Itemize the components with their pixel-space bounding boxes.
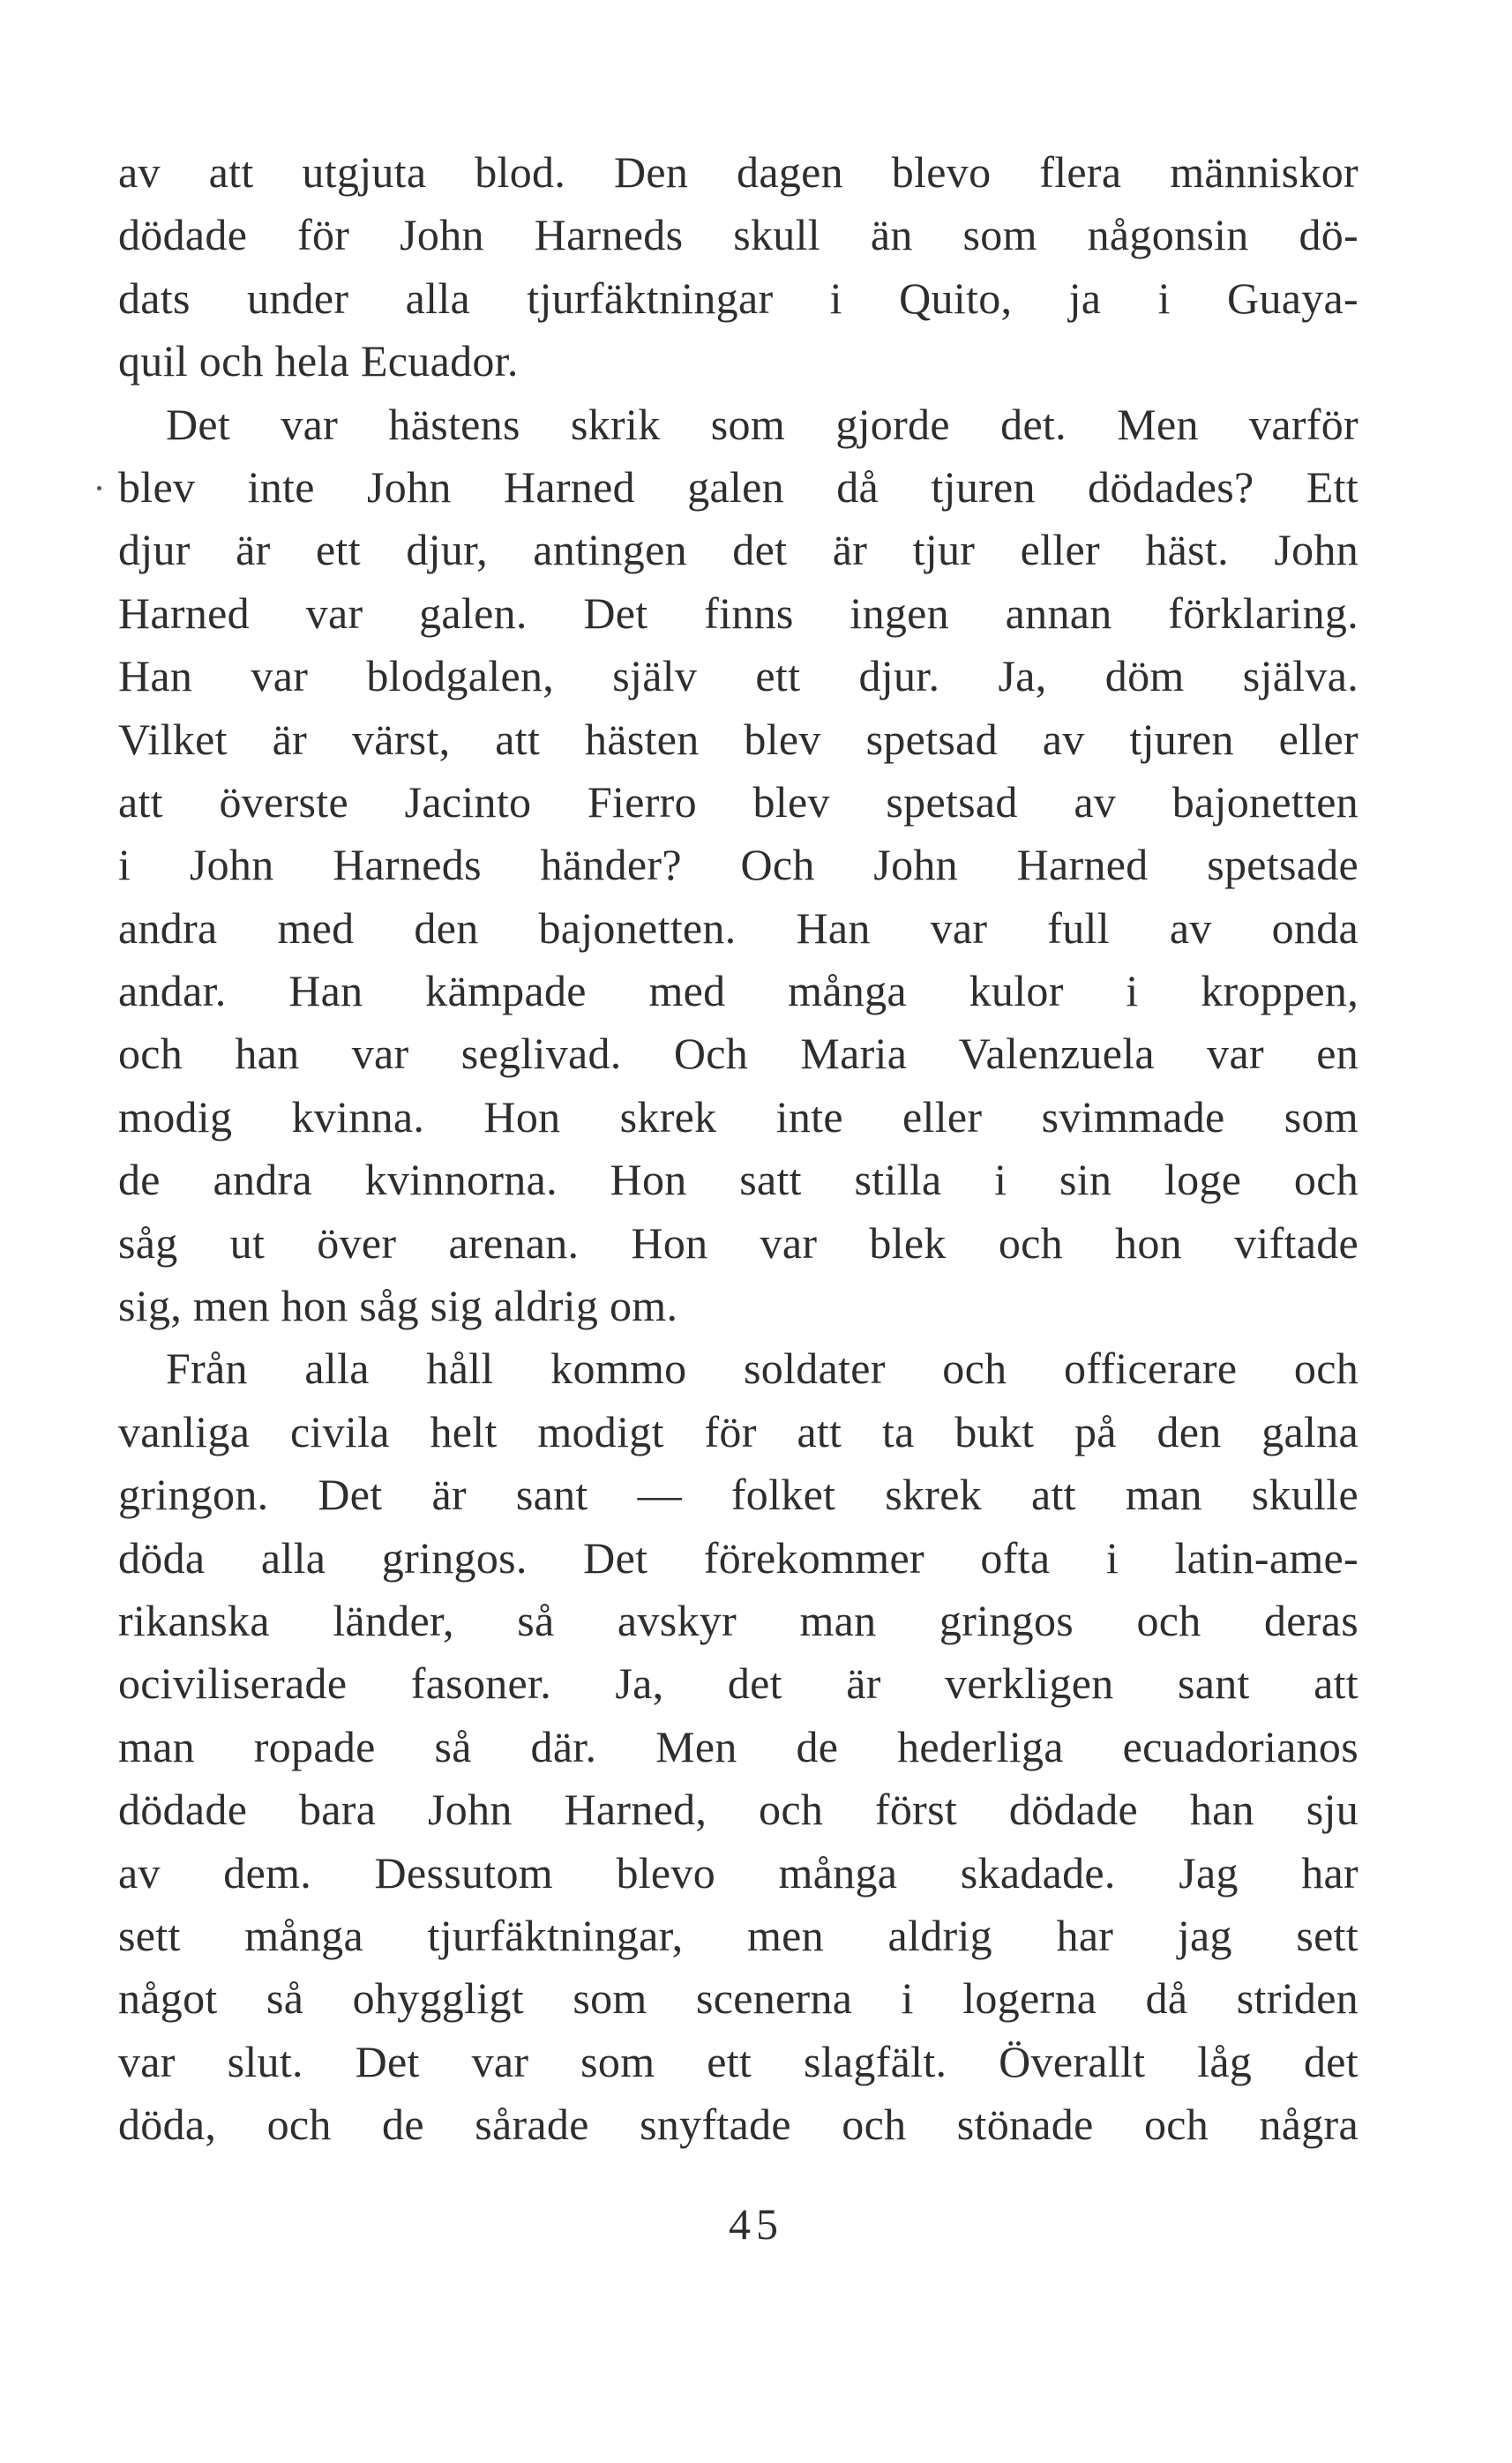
- text-line: rikanska länder, så avskyr man gringos och deras: [118, 1595, 1359, 1645]
- text-line: quil och hela Ecuador.: [118, 336, 519, 386]
- text-line: Han var blodgalen, själv ett djur. Ja, döm själva.: [118, 651, 1359, 701]
- text-line: djur är ett djur, antingen det är tjur eller häst. John: [118, 525, 1359, 575]
- text-line: andar. Han kämpade med många kulor i kroppen,: [118, 966, 1359, 1016]
- text-line: andra med den bajonetten. Han var full av onda: [118, 902, 1359, 953]
- text-line: såg ut över arenan. Hon var blek och hon viftade: [118, 1217, 1359, 1268]
- text-line: döda, och de sårade snyftade och stönade och några: [118, 2100, 1359, 2150]
- text-line: sett många tjurfäktningar, men aldrig har jag sett: [118, 1910, 1359, 1960]
- print-speck: [97, 486, 101, 490]
- text-line: vanliga civila helt modigt för att ta bukt på den galna: [118, 1406, 1359, 1456]
- text-line: modig kvinna. Hon skrek inte eller svimmade som: [118, 1091, 1359, 1142]
- text-line: blev inte John Harned galen då tjuren dödades? Ett: [118, 461, 1359, 512]
- text-line: dats under alla tjurfäktningar i Quito, ja i Guaya-: [118, 273, 1359, 323]
- text-line: de andra kvinnorna. Hon satt stilla i sin loge och: [118, 1155, 1359, 1205]
- text-line: döda alla gringos. Det förekommer ofta i latin-ame-: [118, 1532, 1359, 1583]
- text-line: av dem. Dessutom blevo många skadade. Jag har: [118, 1847, 1359, 1898]
- text-line: Vilket är värst, att hästen blev spetsad av tjuren eller: [118, 714, 1359, 764]
- page-number: 45: [729, 2199, 783, 2249]
- text-line: något så ohyggligt som scenerna i logerna då striden: [118, 1973, 1359, 2024]
- text-line: Från alla håll kommo soldater och officerare och: [166, 1344, 1359, 1394]
- text-line: dödade för John Harneds skull än som någonsin dö-: [118, 210, 1359, 260]
- text-line: var slut. Det var som ett slagfält. Överallt låg det: [118, 2036, 1359, 2086]
- body-text: [118, 141, 1359, 2157]
- text-line: att överste Jacinto Fierro blev spetsad av bajonetten: [118, 776, 1359, 827]
- text-line: av att utgjuta blod. Den dagen blevo flera människor: [118, 147, 1359, 197]
- text-line: dödade bara John Harned, och först dödade han sju: [118, 1785, 1359, 1835]
- text-line: i John Harneds händer? Och John Harned spetsade: [118, 840, 1359, 890]
- text-line: gringon. Det är sant — folket skrek att man skulle: [118, 1470, 1359, 1520]
- text-line: Det var hästens skrik som gjorde det. Men varför: [166, 399, 1359, 449]
- text-line: ociviliserade fasoner. Ja, det är verkligen sant att: [118, 1658, 1359, 1709]
- text-line: sig, men hon såg sig aldrig om.: [118, 1281, 678, 1331]
- text-line: man ropade så där. Men de hederliga ecuadorianos: [118, 1721, 1359, 1771]
- text-line: och han var seglivad. Och Maria Valenzuela var en: [118, 1029, 1359, 1079]
- text-line: Harned var galen. Det finns ingen annan förklaring.: [118, 588, 1359, 638]
